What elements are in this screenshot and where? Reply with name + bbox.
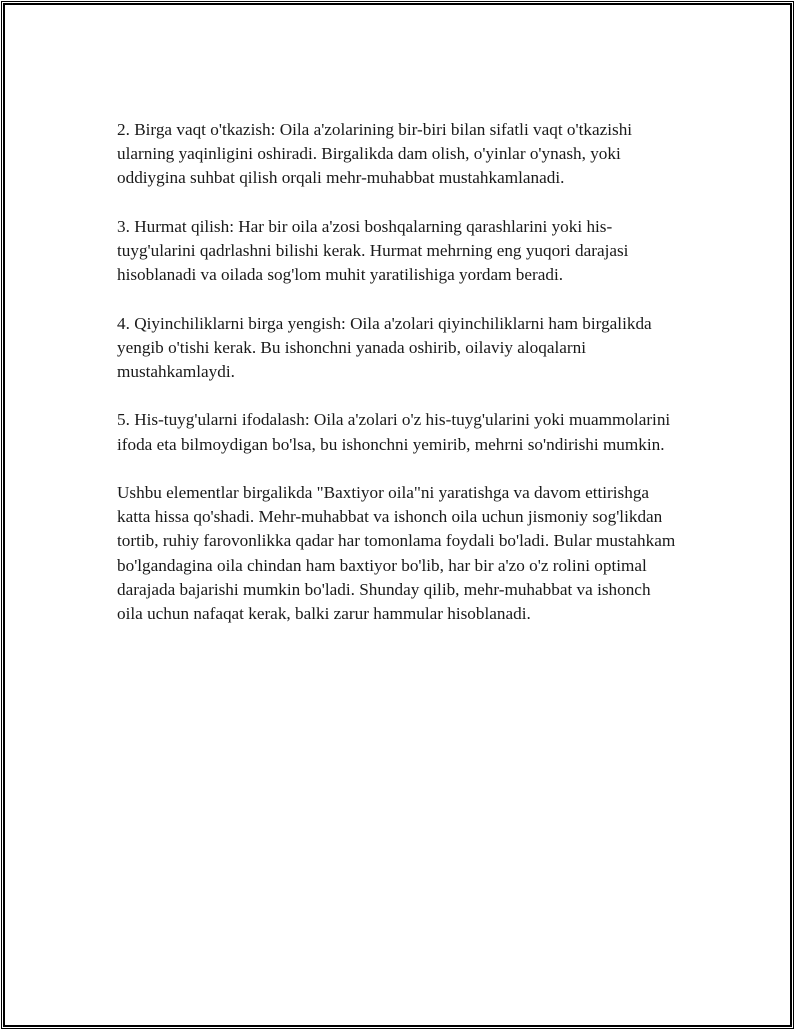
document-body [117, 118, 677, 650]
paragraph-expressing-feelings: 5. His-tuyg'ularni ifodalash: Oila a'zolari o'z his-tuyg'ularini yoki muammolarini ifoda eta bilmoydigan bo'lsa, bu ishonchni yemirib, mehrni so'ndirishi mumkin. [117, 410, 671, 454]
paragraph-respect: 3. Hurmat qilish: Har bir oila a'zosi boshqalarning qarashlarini yoki his-tuyg'ularini qadrlashni bilishi kerak. Hurmat mehrning eng yuqori darajasi hisoblanadi va oilada sog'lom muhit yaratilishiga yordam beradi. [117, 216, 629, 285]
paragraph-overcoming-difficulties: 4. Qiyinchiliklarni birga yengish: Oila a'zolari qiyinchiliklarni ham birgalikda yengib o'tishi kerak. Bu ishonchni yanada oshirib, oilaviy aloqalarni mustahkamlaydi. [117, 313, 652, 381]
paragraph-conclusion: Ushbu elementlar birgalikda "Baxtiyor oila"ni yaratishga va davom ettirishga katta hissa qo'shadi. Mehr-muhabbat va ishonch oila uchun jismoniy sog'likdan tortib, ruhiy farovonlikka qadar har tomonlama foydali bo'ladi. Bular mustahkam bo'lgandagina oila chindan ham baxtiyor bo'lib, har bir a'zo o'z rolini optimal darajada bajarishi mumkin bo'ladi. Shunday qilib, mehr-muhabbat va ishonch oila uchun nafaqat kerak, balki zarur hammular hisoblanadi. [117, 482, 676, 623]
paragraph-spending-time-together: 2. Birga vaqt o'tkazish: Oila a'zolarining bir-biri bilan sifatli vaqt o'tkazishi ularning yaqinligini oshiradi. Birgalikda dam olish, o'yinlar o'ynash, yoki oddiygina suhbat qilish orqali mehr-muhabbat mustahkamlanadi. [117, 120, 633, 188]
